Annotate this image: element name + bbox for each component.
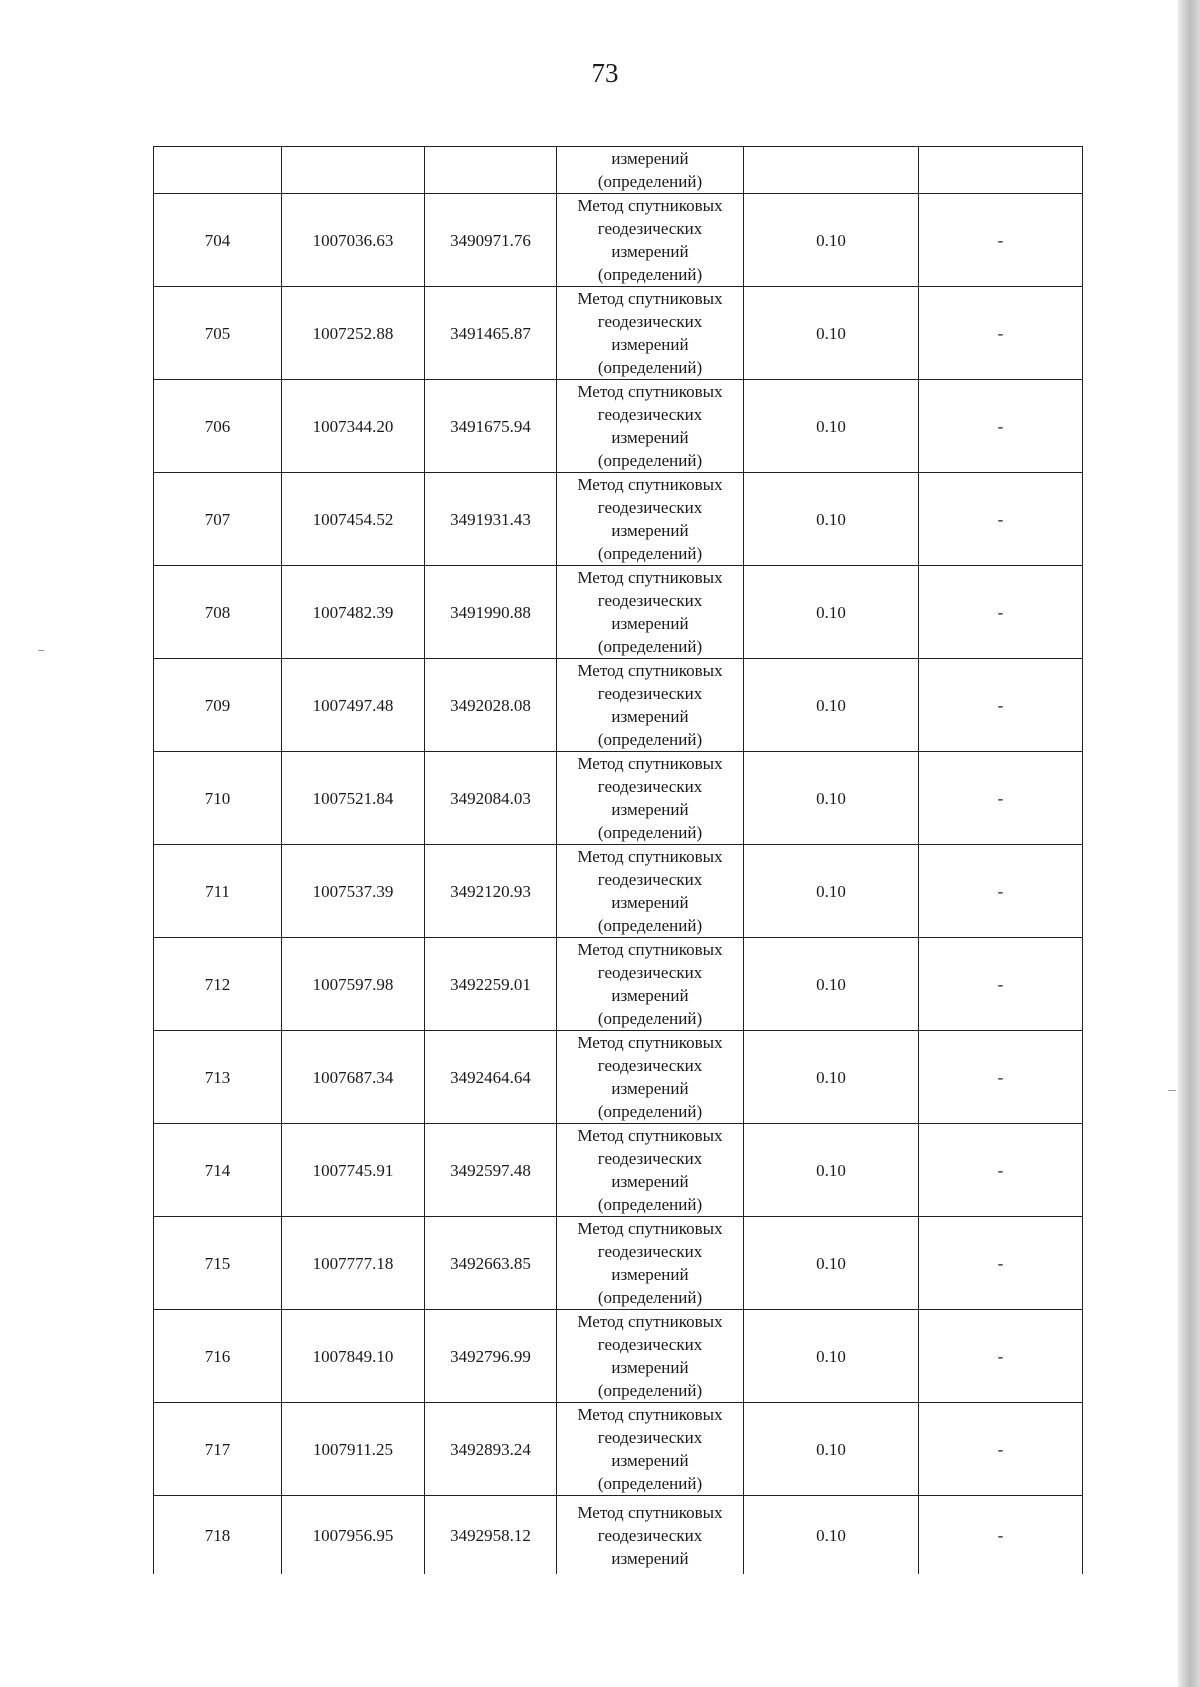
note-cell: - [919,473,1083,566]
method-line: геодезических [597,1335,703,1354]
method-line: измерений [611,893,689,912]
point-cell: 709 [154,659,282,752]
method-line: Метод спутниковых [577,1126,723,1145]
method-cell [557,845,744,938]
method-line: геодезических [597,1428,703,1447]
method-cell [557,752,744,845]
accuracy-cell: 0.10 [744,1403,919,1496]
method-cell [557,1310,744,1403]
table-row [154,752,1083,845]
method-cell [557,1496,744,1575]
x-cell: 1007849.10 [282,1310,425,1403]
method-line: геодезических [597,591,703,610]
note-cell: - [919,566,1083,659]
method-line: (определений) [597,1288,703,1307]
method-line: геодезических [597,777,703,796]
table-row [154,938,1083,1031]
note-cell: - [919,1496,1083,1575]
y-cell: 3492259.01 [425,938,557,1031]
point-cell: 713 [154,1031,282,1124]
table-row [154,287,1083,380]
x-cell: 1007497.48 [282,659,425,752]
point-cell [154,147,282,194]
method-cell [557,473,744,566]
y-cell: 3492597.48 [425,1124,557,1217]
y-cell: 3492464.64 [425,1031,557,1124]
accuracy-cell: 0.10 [744,1496,919,1575]
method-cell [557,1124,744,1217]
method-line: измерений [611,1172,689,1191]
method-line: Метод спутниковых [577,1033,723,1052]
method-line: Метод спутниковых [577,382,723,401]
x-cell: 1007036.63 [282,194,425,287]
y-cell: 3491990.88 [425,566,557,659]
method-line: (определений) [597,916,703,935]
y-cell: 3492796.99 [425,1310,557,1403]
method-line: измерений [611,986,689,1005]
table-row [154,1124,1083,1217]
method-line: геодезических [597,1242,703,1261]
table-row [154,380,1083,473]
method-line: геодезических [597,1525,703,1545]
y-cell: 3492893.24 [425,1403,557,1496]
method-line: измерений [611,614,689,633]
method-line: измерений [611,335,689,354]
method-line: геодезических [597,312,703,331]
y-cell: 3492084.03 [425,752,557,845]
table-row [154,1496,1083,1575]
method-cell [557,1031,744,1124]
method-line: геодезических [597,1149,703,1168]
point-cell: 711 [154,845,282,938]
method-line: геодезических [597,963,703,982]
method-line: Метод спутниковых [577,847,723,866]
method-cell [557,147,744,194]
accuracy-cell [744,147,919,194]
method-line: Метод спутниковых [577,475,723,494]
note-cell: - [919,1403,1083,1496]
method-line: измерений [611,1079,689,1098]
method-line: геодезических [597,405,703,424]
point-cell: 707 [154,473,282,566]
method-line: (определений) [597,358,703,377]
scan-edge-shadow [1178,0,1200,1687]
coordinates-table [153,146,1083,1574]
method-line: (определений) [597,637,703,656]
accuracy-cell: 0.10 [744,287,919,380]
x-cell: 1007597.98 [282,938,425,1031]
accuracy-cell: 0.10 [744,1031,919,1124]
method-line: геодезических [597,870,703,889]
point-cell: 717 [154,1403,282,1496]
y-cell: 3490971.76 [425,194,557,287]
method-line: (определений) [597,1102,703,1121]
method-line: (определений) [597,1474,703,1493]
scan-mark [1168,1090,1176,1091]
method-line: (определений) [597,1195,703,1214]
table-row [154,473,1083,566]
note-cell: - [919,1217,1083,1310]
x-cell: 1007521.84 [282,752,425,845]
y-cell: 3492028.08 [425,659,557,752]
method-line: (определений) [597,730,703,749]
y-cell [425,147,557,194]
point-cell: 715 [154,1217,282,1310]
accuracy-cell: 0.10 [744,1217,919,1310]
note-cell: - [919,659,1083,752]
method-cell [557,659,744,752]
point-cell: 704 [154,194,282,287]
x-cell: 1007344.20 [282,380,425,473]
y-cell: 3491675.94 [425,380,557,473]
method-line: Метод спутниковых [577,1219,723,1238]
table-row [154,566,1083,659]
accuracy-cell: 0.10 [744,659,919,752]
table-row [154,1403,1083,1496]
accuracy-cell: 0.10 [744,938,919,1031]
note-cell: - [919,845,1083,938]
point-cell: 708 [154,566,282,659]
note-cell: - [919,380,1083,473]
x-cell: 1007482.39 [282,566,425,659]
method-line: измерений [611,1358,689,1377]
method-line: (определений) [597,172,703,191]
method-line: измерений [611,521,689,540]
x-cell: 1007777.18 [282,1217,425,1310]
method-line: геодезических [597,498,703,517]
method-line: (определений) [597,265,703,284]
accuracy-cell: 0.10 [744,380,919,473]
note-cell: - [919,194,1083,287]
accuracy-cell: 0.10 [744,473,919,566]
method-line: геодезических [597,219,703,238]
note-cell: - [919,938,1083,1031]
method-line: Метод спутниковых [577,1405,723,1424]
accuracy-cell: 0.10 [744,1310,919,1403]
method-line: Метод спутниковых [577,289,723,308]
point-cell: 710 [154,752,282,845]
method-line: измерений [611,1548,689,1568]
table-row [154,1310,1083,1403]
method-line: измерений [611,707,689,726]
point-cell: 712 [154,938,282,1031]
method-line: (определений) [597,1381,703,1400]
point-cell: 705 [154,287,282,380]
method-line: измерений [611,1451,689,1470]
x-cell [282,147,425,194]
table-row [154,1217,1083,1310]
x-cell: 1007537.39 [282,845,425,938]
note-cell: - [919,287,1083,380]
page-number: 73 [591,58,619,88]
method-line: Метод спутниковых [577,754,723,773]
note-cell: - [919,1310,1083,1403]
accuracy-cell: 0.10 [744,566,919,659]
method-cell [557,566,744,659]
table-row [154,845,1083,938]
note-cell: - [919,1124,1083,1217]
x-cell: 1007911.25 [282,1403,425,1496]
y-cell: 3492663.85 [425,1217,557,1310]
y-cell: 3491931.43 [425,473,557,566]
point-cell: 706 [154,380,282,473]
method-cell [557,287,744,380]
method-line: Метод спутниковых [577,196,723,215]
method-cell [557,194,744,287]
x-cell: 1007687.34 [282,1031,425,1124]
x-cell: 1007252.88 [282,287,425,380]
x-cell: 1007956.95 [282,1496,425,1575]
method-line: Метод спутниковых [577,1312,723,1331]
point-cell: 714 [154,1124,282,1217]
method-cell [557,938,744,1031]
method-line: измерений [611,242,689,261]
note-cell: - [919,752,1083,845]
method-line: измерений [611,149,689,168]
method-line: Метод спутниковых [577,1502,723,1522]
method-line: измерений [611,1265,689,1284]
note-cell [919,147,1083,194]
table-row [154,194,1083,287]
accuracy-cell: 0.10 [744,1124,919,1217]
method-line: геодезических [597,684,703,703]
method-line: геодезических [597,1056,703,1075]
scan-mark [38,650,44,651]
table-row-continuation [154,147,1083,194]
note-cell: - [919,1031,1083,1124]
method-line: измерений [611,800,689,819]
table-row [154,659,1083,752]
method-line: (определений) [597,544,703,563]
table-row [154,1031,1083,1124]
method-cell [557,1403,744,1496]
method-line: Метод спутниковых [577,940,723,959]
method-line: (определений) [597,823,703,842]
method-cell [557,380,744,473]
point-cell: 716 [154,1310,282,1403]
method-line: Метод спутниковых [577,661,723,680]
method-line: измерений [611,428,689,447]
point-cell: 718 [154,1496,282,1575]
method-line: (определений) [597,1009,703,1028]
method-cell [557,1217,744,1310]
y-cell: 3492120.93 [425,845,557,938]
y-cell: 3492958.12 [425,1496,557,1575]
accuracy-cell: 0.10 [744,194,919,287]
x-cell: 1007745.91 [282,1124,425,1217]
method-line: Метод спутниковых [577,568,723,587]
y-cell: 3491465.87 [425,287,557,380]
method-line: (определений) [597,451,703,470]
x-cell: 1007454.52 [282,473,425,566]
accuracy-cell: 0.10 [744,752,919,845]
accuracy-cell: 0.10 [744,845,919,938]
